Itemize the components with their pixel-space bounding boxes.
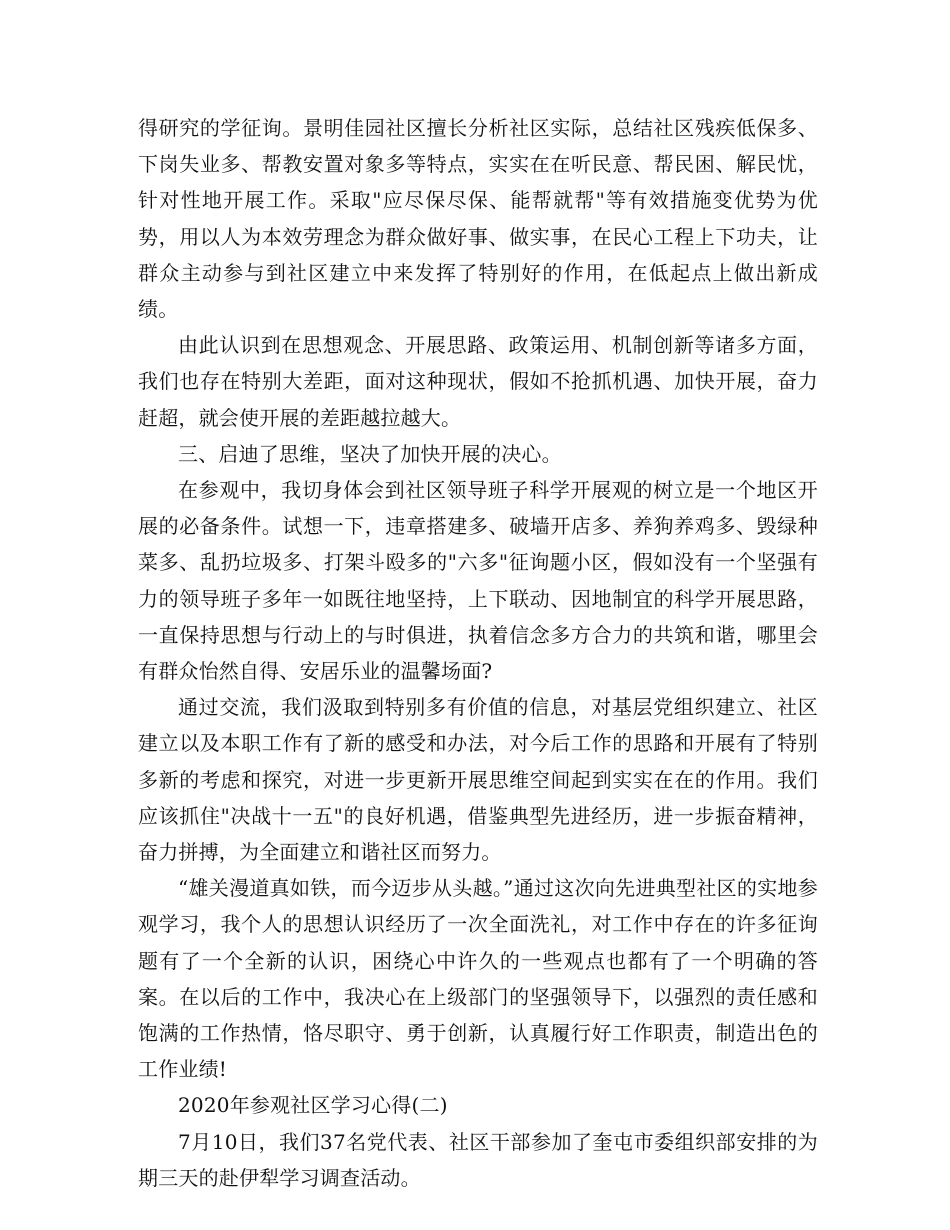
paragraph-1: 得研究的学征询。景明佳园社区擅长分析社区实际，总结社区残疾低保多、下岗失业多、帮教安置对象多等特点，实实在在听民意、帮民困、解民忧，针对性地开展工作。采取"应尽保尽保、能帮就帮"等有效措施变优势为优势，用以人为本效劳理念为群众做好事、做实事，在民心工程上下功夫，让群众主动参与到社区建立中来发挥了特别好的作用，在低起点上做出新成绩。	[138, 116, 818, 322]
section-heading-3: 三、启迪了思维，坚决了加快开展的决心。	[178, 441, 562, 466]
paragraph-4: 在参观中，我切身体会到社区领导班子科学开展观的树立是一个地区开展的必备条件。试想一下，违章搭建多、破墙开店多、养狗养鸡多、毁绿种菜多、乱扔垃圾多、打架斗殴多的"六多"征询题小区，假如没有一个坚强有力的领导班子多年一如既往地坚持，上下联动、因地制宜的科学开展思路，一直保持思想与行动上的与时俱进，执着信念多方合力的共筑和谐，哪里会有群众怡然自得、安居乐业的温馨场面?	[138, 478, 818, 684]
document-body	[138, 110, 818, 1196]
paragraph-6: “雄关漫道真如铁，而今迈步从头越。”通过这次向先进典型社区的实地参观学习，我个人的思想认识经历了一次全面洗礼，对工作中存在的许多征询题有了一个全新的认识，困绕心中许久的一些观点也都有了一个明确的答案。在以后的工作中，我决心在上级部门的坚强领导下，以强烈的责任感和饱满的工作热情，恪尽职守、勇于创新，认真履行好工作职责，制造出色的工作业绩!	[138, 876, 818, 1082]
paragraph-5: 通过交流，我们汲取到特别多有价值的信息，对基层党组织建立、社区建立以及本职工作有了新的感受和办法，对今后工作的思路和开展有了特别多新的考虑和探究，对进一步更新开展思维空间起到实实在在的作用。我们应该抓住"决战十一五"的良好机遇，借鉴典型先进经历，进一步振奋精神，奋力拼搏，为全面建立和谐社区而努力。	[138, 695, 818, 865]
paragraph-2: 由此认识到在思想观念、开展思路、政策运用、机制创新等诸多方面，我们也存在特别大差距，面对这种现状，假如不抢抓机遇、加快开展，奋力赶超，就会使开展的差距越拉越大。	[138, 333, 818, 430]
article-title-2: 2020年参观社区学习心得(二)	[178, 1093, 448, 1118]
paragraph-8: 7月10日，我们37名党代表、社区干部参加了奎屯市委组织部安排的为期三天的赴伊犁学习调查活动。	[138, 1129, 818, 1190]
